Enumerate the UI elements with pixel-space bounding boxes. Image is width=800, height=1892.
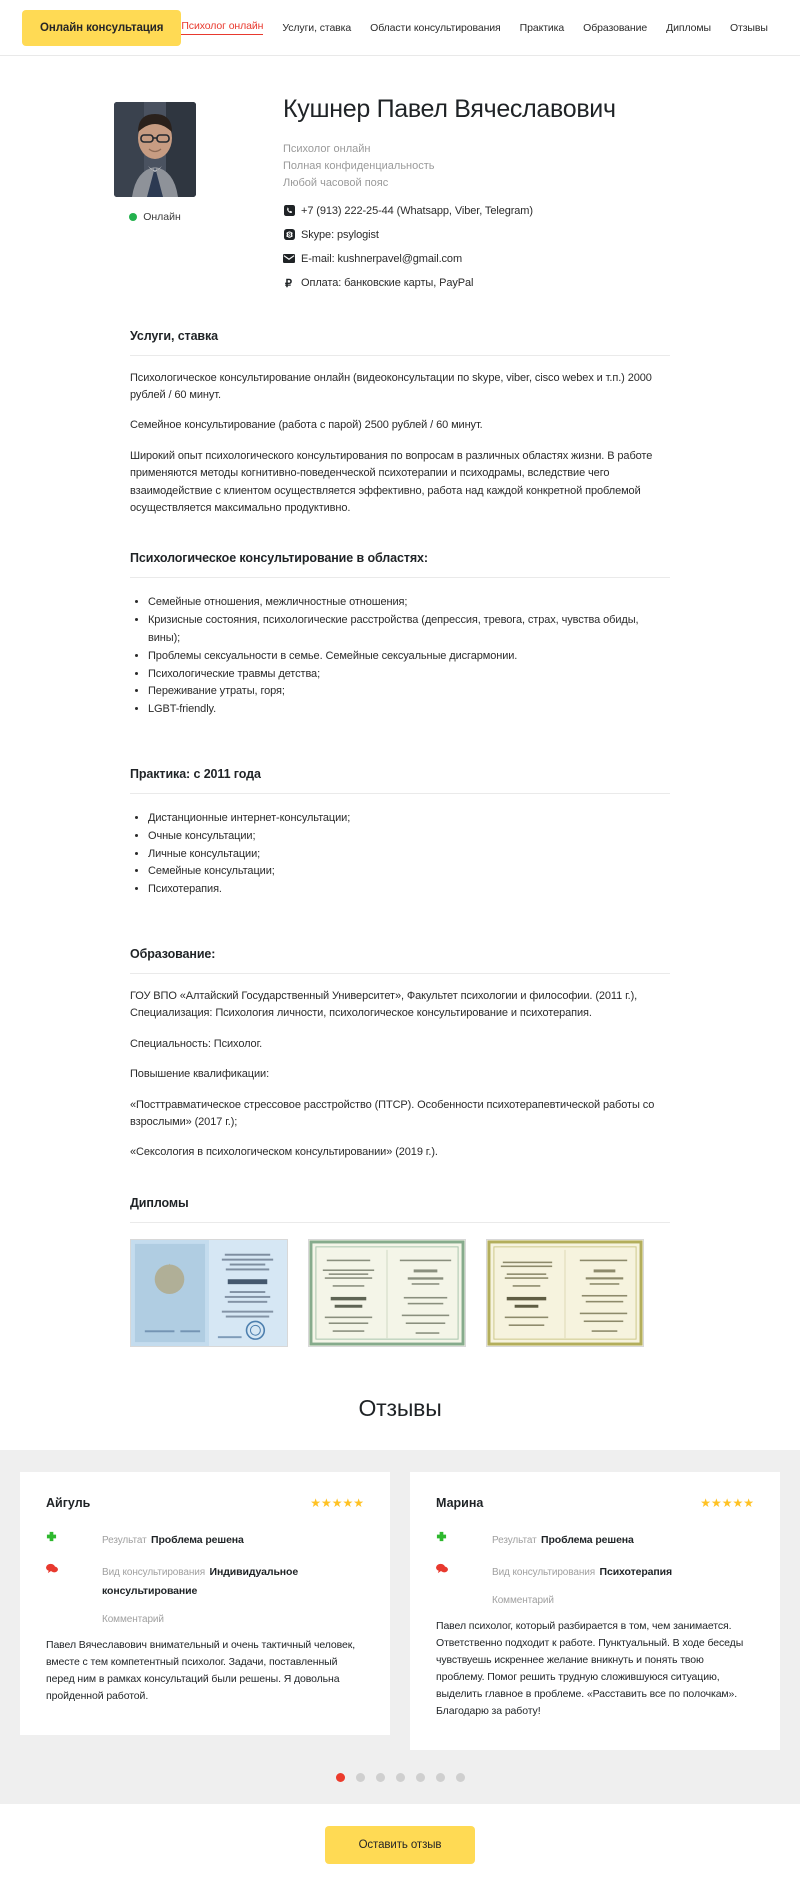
profile-subtitle-3: Любой часовой пояс [283,176,389,189]
list-item: • Личные консультации; [148,846,670,864]
education-paragraph-1: ГОУ ВПО «Алтайский Государственный Университет», Факультет психологии и философии. (2011 г.), Специализация: Психология личности, психологическое консультирование и психотерапия. [130,990,638,1020]
profile-photo-column [85,96,225,289]
profile-subtitle-2: Полная конфиденциальность [283,159,435,172]
carousel-dot-1[interactable] [336,1773,345,1782]
nav-item-obrazovanie[interactable]: Образование [583,21,648,34]
education-title: Образование: [130,947,670,974]
nav-item-otzyvy[interactable]: Отзывы [729,21,768,34]
result-value: Проблема решена [151,1533,244,1546]
nav-item-uslugi-stavka[interactable]: Услуги, ставка [282,21,352,34]
avatar [114,102,196,197]
review-comment-block [436,1595,754,1720]
areas-title: Психологическое консультирование в областях: [130,551,670,578]
carousel-dot-5[interactable] [416,1773,425,1782]
leave-review-area [0,1804,800,1892]
contact-email[interactable] [283,253,745,265]
carousel-dot-7[interactable] [456,1773,465,1782]
nav-item-diplomy[interactable]: Дипломы [666,21,711,34]
education-body [130,974,670,1162]
practice-body [130,794,670,899]
online-status [129,211,181,223]
contact-email-text: E-mail: kushnerpavel@gmail.com [301,252,463,265]
list-item: • Дистанционные интернет-консультации; [148,810,670,828]
list-item: • Кризисные состояния, психологические расстройства (депрессия, тревога, страх, чувства обиды, вины); [148,612,670,648]
carousel-dot-6[interactable] [436,1773,445,1782]
contact-phone[interactable] [283,205,745,217]
review-cards-container [0,1472,800,1751]
result-plus-icon [46,1530,102,1549]
type-label: Вид консультирования [102,1567,206,1579]
diploma-thumbnail-3[interactable] [486,1239,644,1347]
ruble-icon [283,277,295,289]
speech-bubble-icon [436,1562,492,1581]
diplomas-gallery [130,1223,670,1347]
reviews-carousel [0,1450,800,1805]
nav-item-oblasti-konsultirovaniya[interactable]: Области консультирования [370,21,501,34]
result-plus-icon [436,1530,492,1549]
education-paragraph-3: Повышение квалификации: [130,1068,270,1081]
list-item: • Психологические травмы детства; [148,666,670,684]
contact-list [283,205,745,289]
list-item: • Очные консультации; [148,828,670,846]
contact-skype-text: Skype: psylogist [301,228,379,241]
areas-section [130,551,670,719]
page-body [0,56,800,1892]
review-comment-block [46,1614,364,1705]
review-header [436,1496,754,1510]
profile-section [55,56,745,289]
online-consultation-button[interactable]: Онлайн консультация [22,10,181,46]
areas-body [130,578,670,719]
result-label: Результат [492,1534,537,1546]
education-paragraph-4: «Посттравматическое стрессовое расстройство (ПТСР). Особенности психотерапевтической работы со взрослыми» (2017 г.); [130,1098,655,1128]
reviewer-name: Марина [436,1495,484,1510]
list-item: • Семейные консультации; [148,863,670,881]
services-paragraph-3: Широкий опыт психологического консультирования по вопросам в различных областях жизни. В работе применяются методы когнитивно-поведенческой психотерапии и психодрамы, вследствие чего взаимодействие с клиентом осуществляется эффективно, работа над каждой конкретной проблемой осуществляется максимально продуктивно. [130,449,653,514]
services-paragraph-2: Семейное консультирование (работа с парой) 2500 рублей / 60 минут. [130,419,483,432]
nav-item-psiholog-onlayn[interactable]: Психолог онлайн [181,20,263,35]
result-label: Результат [102,1534,147,1546]
list-item: • Переживание утраты, горя; [148,683,670,701]
education-paragraph-2: Специальность: Психолог. [130,1037,263,1050]
type-value: Индивидуальное консультирование [102,1566,299,1598]
review-header [46,1496,364,1510]
services-title: Услуги, ставка [130,329,670,356]
contact-payment [283,277,745,289]
speech-bubble-icon [46,1562,102,1600]
site-header [0,0,800,56]
review-result-row [436,1530,754,1549]
profile-subtitle-1: Психолог онлайн [283,142,371,155]
review-card [410,1472,780,1751]
main-navigation [181,20,767,35]
page-title: Кушнер Павел Вячеславович [283,95,616,123]
reviews-title: Отзывы [358,1394,442,1421]
nav-item-praktika[interactable]: Практика [519,21,565,34]
carousel-dot-2[interactable] [356,1773,365,1782]
areas-list [148,594,670,719]
carousel-dot-3[interactable] [376,1773,385,1782]
education-section [130,947,670,1162]
review-type-row [436,1562,754,1581]
list-item: • Психотерапия. [148,881,670,899]
rating-stars: ★★★★★ [700,1495,754,1510]
reviews-section [0,1395,800,1892]
review-type-row [46,1562,364,1600]
contact-payment-text: Оплата: банковские карты, PayPal [301,276,474,289]
comment-text: Павел Вячеславович внимательный и очень тактичный человек, вместе с тем компетентный психолог. Задачи, поставленный перед ним в рамках консультаций были решены. Я довольна пройденной работой. [46,1638,356,1702]
phone-icon [283,205,295,217]
practice-section [130,767,670,899]
profile-info-column [225,96,745,289]
diplomas-section [130,1196,670,1347]
type-label: Вид консультирования [492,1567,596,1579]
mail-icon [283,253,295,265]
svg-text:₽: ₽ [284,277,292,289]
type-value: Психотерапия [599,1566,673,1579]
result-value: Проблема решена [541,1533,634,1546]
diploma-thumbnail-2[interactable] [308,1239,466,1347]
skype-icon [283,229,295,241]
carousel-dots [0,1750,800,1804]
practice-list [148,810,670,899]
services-body [130,356,670,518]
comment-label: Комментарий [102,1613,164,1625]
list-item: • Проблемы сексуальности в семье. Семейные сексуальные дисгармонии. [148,648,670,666]
list-item: • LGBT-friendly. [148,701,670,719]
list-item: • Семейные отношения, межличностные отношения; [148,594,670,612]
services-paragraph-1: Психологическое консультирование онлайн (видеоконсультации по skype, viber, cisco webex и т.п.) 2000 рублей / 60 минут. [130,371,652,402]
review-card [20,1472,390,1735]
comment-label: Комментарий [492,1595,554,1607]
diploma-thumbnail-1[interactable] [130,1239,288,1347]
online-status-label: Онлайн [143,211,181,223]
carousel-dot-4[interactable] [396,1773,405,1782]
diplomas-title: Дипломы [130,1196,670,1223]
contact-phone-text: +7 (913) 222-25-44 (Whatsapp, Viber, Telegram) [301,204,533,217]
practice-title: Практика: с 2011 года [130,767,670,794]
rating-stars: ★★★★★ [310,1495,364,1510]
education-paragraph-5: «Сексология в психологическом консультировании» (2019 г.). [130,1146,438,1159]
reviewer-name: Айгуль [46,1495,91,1510]
leave-review-button[interactable]: Оставить отзыв [325,1826,476,1864]
comment-text: Павел психолог, который разбирается в том, чем занимается. Ответственно подходит к работе. Пунктуальный. В ходе беседы чувствуешь искреннее желание вникнуть и понять твою проблему. Помог решить трудную сложившуюся ситуацию, выделить главное в проблеме. «Расставить все по полочкам». Благодарю за работу! [436,1620,744,1718]
main-content [130,329,670,1347]
services-section [130,329,670,518]
review-result-row [46,1530,364,1549]
online-status-dot [129,213,137,221]
contact-skype[interactable] [283,229,745,241]
